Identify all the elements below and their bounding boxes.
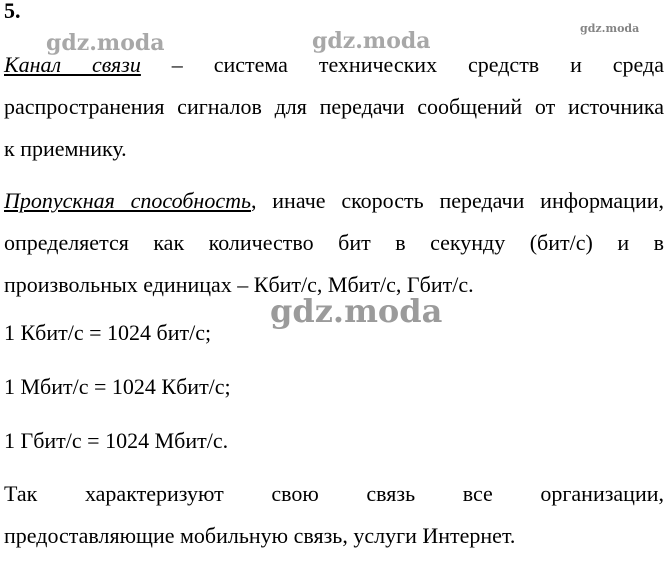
formula-kbit: 1 Кбит/с = 1024 бит/с;	[4, 320, 212, 345]
paragraph-bandwidth-definition	[4, 180, 664, 306]
watermark: gdz.moda	[46, 30, 165, 56]
paragraph-line: распространения сигналов для передачи сообщений от источника	[4, 94, 664, 119]
paragraph-line: определяется как количество бит в секунду (бит/с) и в	[4, 230, 664, 255]
paragraph-usage	[4, 473, 664, 557]
formula-gbit: 1 Гбит/с = 1024 Мбит/с.	[4, 428, 229, 453]
watermark: gdz.moda	[270, 292, 443, 330]
task-number: 5.	[4, 0, 21, 23]
paragraph-line: к приемнику.	[4, 136, 127, 161]
watermark: gdz.moda	[580, 22, 640, 35]
paragraph-text: , иначе скорость передачи информации,	[250, 188, 664, 213]
paragraph-line	[4, 180, 664, 222]
paragraph-channel-definition	[4, 44, 664, 170]
formula-mbit: 1 Мбит/с = 1024 Кбит/с;	[4, 374, 231, 399]
paragraph-text: – система технических средств и среда	[140, 52, 664, 77]
watermark: gdz.moda	[312, 28, 431, 54]
paragraph-line: произвольных единицах – Кбит/с, Мбит/с, Гбит/с.	[4, 272, 474, 297]
paragraph-line: предоставляющие мобильную связь, услуги Интернет.	[4, 523, 516, 548]
paragraph-line	[4, 44, 664, 86]
term-bandwidth: Пропускная способность	[4, 188, 251, 213]
term-channel: Канал связи	[4, 52, 141, 77]
paragraph-line: Так характеризуют свою связь все организации,	[4, 481, 664, 506]
